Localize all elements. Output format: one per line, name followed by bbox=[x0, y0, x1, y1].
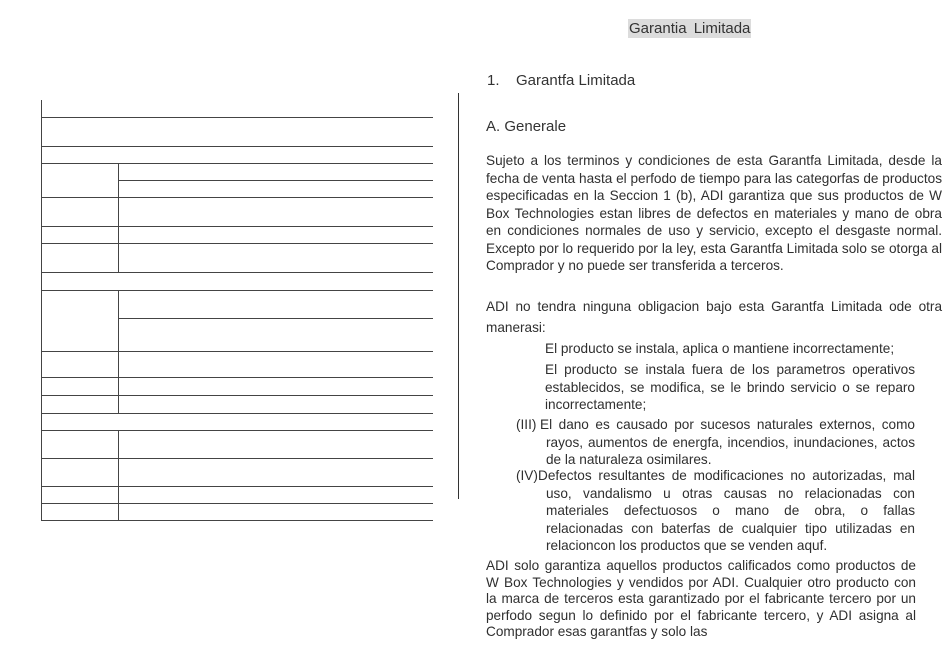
subsection-heading: A. Generale bbox=[486, 118, 567, 135]
paragraph-obligations: ADI no tendra ninguna obligacion bajo esta Garantfa Limitada ode otra manerasi: bbox=[486, 299, 942, 335]
table-row-line bbox=[41, 146, 433, 147]
table-row-line bbox=[41, 486, 433, 487]
section-heading bbox=[487, 72, 635, 89]
table-row-line bbox=[41, 197, 433, 198]
table-row-line bbox=[41, 117, 433, 118]
section-number: 1. bbox=[487, 72, 500, 89]
table-column-divider bbox=[118, 430, 119, 521]
document-title: Garantia Limitada bbox=[629, 20, 751, 37]
table-row-line bbox=[41, 413, 433, 414]
table-row-line bbox=[41, 243, 433, 244]
list-item: Defectos resultantes de modificaciones no autorizadas, mal uso, vandalismo u otras causas no relacionadas con materiales defectuosos o mano de obra, o fallas relacionadas con baterfas de cualquier tipo utilizadas en relacioncon los productos que se venden aquf. bbox=[538, 468, 915, 553]
table-row-line bbox=[41, 351, 433, 352]
list-item: El producto se instala fuera de los parametros operativos establecidos, se modifica, se le brindo servicio o se reparo incorrectamente; bbox=[545, 362, 915, 412]
table-row-line bbox=[41, 377, 433, 378]
table-row-line bbox=[41, 503, 433, 504]
table-row-line bbox=[41, 520, 433, 521]
table-row-line bbox=[41, 272, 433, 273]
table-row-line bbox=[41, 430, 433, 431]
table-row-line bbox=[41, 226, 433, 227]
list-marker: (III) bbox=[516, 417, 537, 432]
paragraph-third-party: ADI solo garantiza aquellos productos calificados como productos de W Box Technologies y vendidos por ADI. Cualquier otro producto con la marca de terceros esta garantizado por el fabricante tercero por un perfodo segun lo definido por el fabricante tercero, y ADI asigna al Comprador esas garantfas y solo las bbox=[486, 558, 916, 639]
table-row-line bbox=[41, 163, 433, 164]
table-row-line bbox=[41, 395, 433, 396]
list-item: El producto se instala, aplica o mantiene incorrectamente; bbox=[545, 341, 895, 356]
form-table bbox=[41, 100, 433, 521]
table-row-line bbox=[118, 318, 433, 319]
section-title: Garantfa Limitada bbox=[516, 72, 636, 89]
table-row-line bbox=[41, 458, 433, 459]
paragraph-warranty-terms: Sujeto a los terminos y condiciones de esta Garantfa Limitada, desde la fecha de venta hasta el perfodo de tiempo para las categorfas de productos especificadas en la Seccion 1 (b), ADI garantiza que sus productos de W Box Technologies estan libres de defectos en materiales y mano de obra en condiciones normales de uso y servicio, excepto el desgaste normal. Excepto por lo requerido por la ley, esta Garantfa Limitada solo se otorga al Comprador y no puede ser transferida a terceros. bbox=[486, 153, 942, 273]
table-row-line bbox=[41, 290, 433, 291]
list-marker: (IV) bbox=[516, 468, 538, 483]
list-item: El dano es causado por sucesos naturales externos, como rayos, aumentos de energfa, incendios, inundaciones, actos de la naturaleza osimilares. bbox=[540, 417, 915, 467]
table-row-line bbox=[118, 180, 433, 181]
column-divider bbox=[458, 93, 459, 499]
